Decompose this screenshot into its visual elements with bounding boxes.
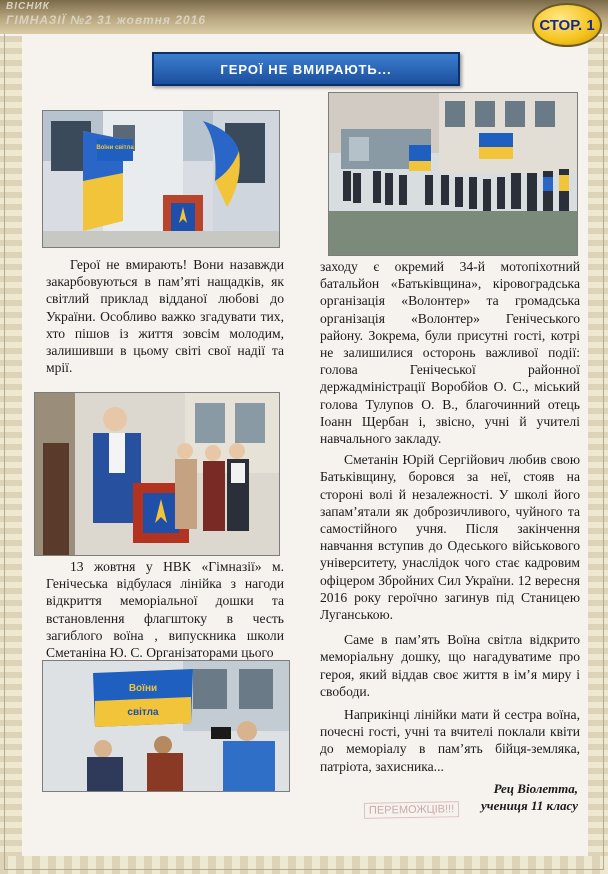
masthead-bar: [0, 0, 608, 34]
masthead-name: ВІСНИК: [6, 1, 50, 12]
photo-school-ceremony: [328, 92, 578, 256]
photo-memorial-unveiling-image: [43, 661, 289, 791]
left-column: [46, 256, 284, 376]
headline-banner: [152, 52, 460, 86]
left-paragraph-2: 13 жовтня у НВК «Гімназії» м. Генічеська відбулася лінійка з нагоди відкриття меморіальної дошки та встановлення флагштоку в честь загиблого воїна , випускника школи Сметаніна Ю. С. Організаторами цього: [46, 559, 284, 661]
photo-speaker-podium-image: [35, 393, 279, 555]
right-column: [320, 258, 580, 775]
signature-role: учениця 11 класу: [481, 798, 578, 813]
left-column-lower: [46, 558, 284, 661]
stamp-text: ПЕРЕМОЖЦІВ!!!: [364, 801, 460, 819]
right-paragraph-1: заходу є окремий 34-й мотопіхотний батальйон «Батьківщина», кіровоградська організація «Волонтер» та громадська організація «Волонтер» Генічеського району. Зокрема, були присутні гості, котрі не залишилися осторонь важливої події: голова Генічеської районної держадміністрації Воробйов О. С., міський голова Тулупов О. В., благочинний отець Іоанн Щербан і, звісно, учні й учителі навчального закладу.: [320, 259, 580, 447]
plaque-banner-text: Воїни світла: [96, 145, 134, 151]
photo-memorial-unveiling: [42, 660, 290, 792]
headline: ГЕРОЇ НЕ ВМИРАЮТЬ...: [220, 61, 392, 77]
left-paragraph-1: Герої не вмирають! Вони назавжди закарбовуються в пам’яті нащадків, як світлий приклад відданої любові до України. Особливо важко згадувати тих, хто пішов із життя зовсім молодим, залишивши в цьому світі свої надії та мрії.: [46, 257, 284, 376]
unveiling-banner-line2: світла: [127, 707, 159, 718]
right-paragraph-3: Саме в пам’ять Воїна світла відкрито меморіальну дошку, що нагадуватиме про героя, який віддав своє життя в ім’я миру і свободи.: [320, 632, 580, 699]
masthead-issue: ГІМНАЗІЇ №2 31 жовтня 2016: [6, 13, 206, 27]
right-paragraph-2: Сметанін Юрій Сергійович любив свою Батьківщину, боровся за неї, стояв на стороні волі й незалежності. У школі його запам’ятали як доброзичливого, чуйного та самостійного учня. Після закінчення навчання вступив до Одеського військового університету, унаслідок чого стає кадровим офіцером Збройних Сил України. 12 вересня 2016 року героїчно загинув під Станицею Луганською.: [320, 452, 580, 623]
photo-memorial-plaque-image: [43, 111, 279, 247]
photo-school-ceremony-image: [329, 93, 577, 255]
signature: [481, 780, 578, 814]
right-paragraph-4: Наприкінці лінійки мати й сестра воїна, почесні гості, учні та вчителі поклали квіти до меморіалу в пам’ять бійця-земляка, патріота, захисника...: [320, 707, 580, 774]
unveiling-banner-line1: Воїни: [128, 683, 158, 694]
signature-author: Рец Віолетта,: [493, 781, 578, 796]
page-number-badge: СТОР. 1: [532, 3, 602, 47]
photo-speaker-podium: [34, 392, 280, 556]
photo-memorial-plaque: [42, 110, 280, 248]
